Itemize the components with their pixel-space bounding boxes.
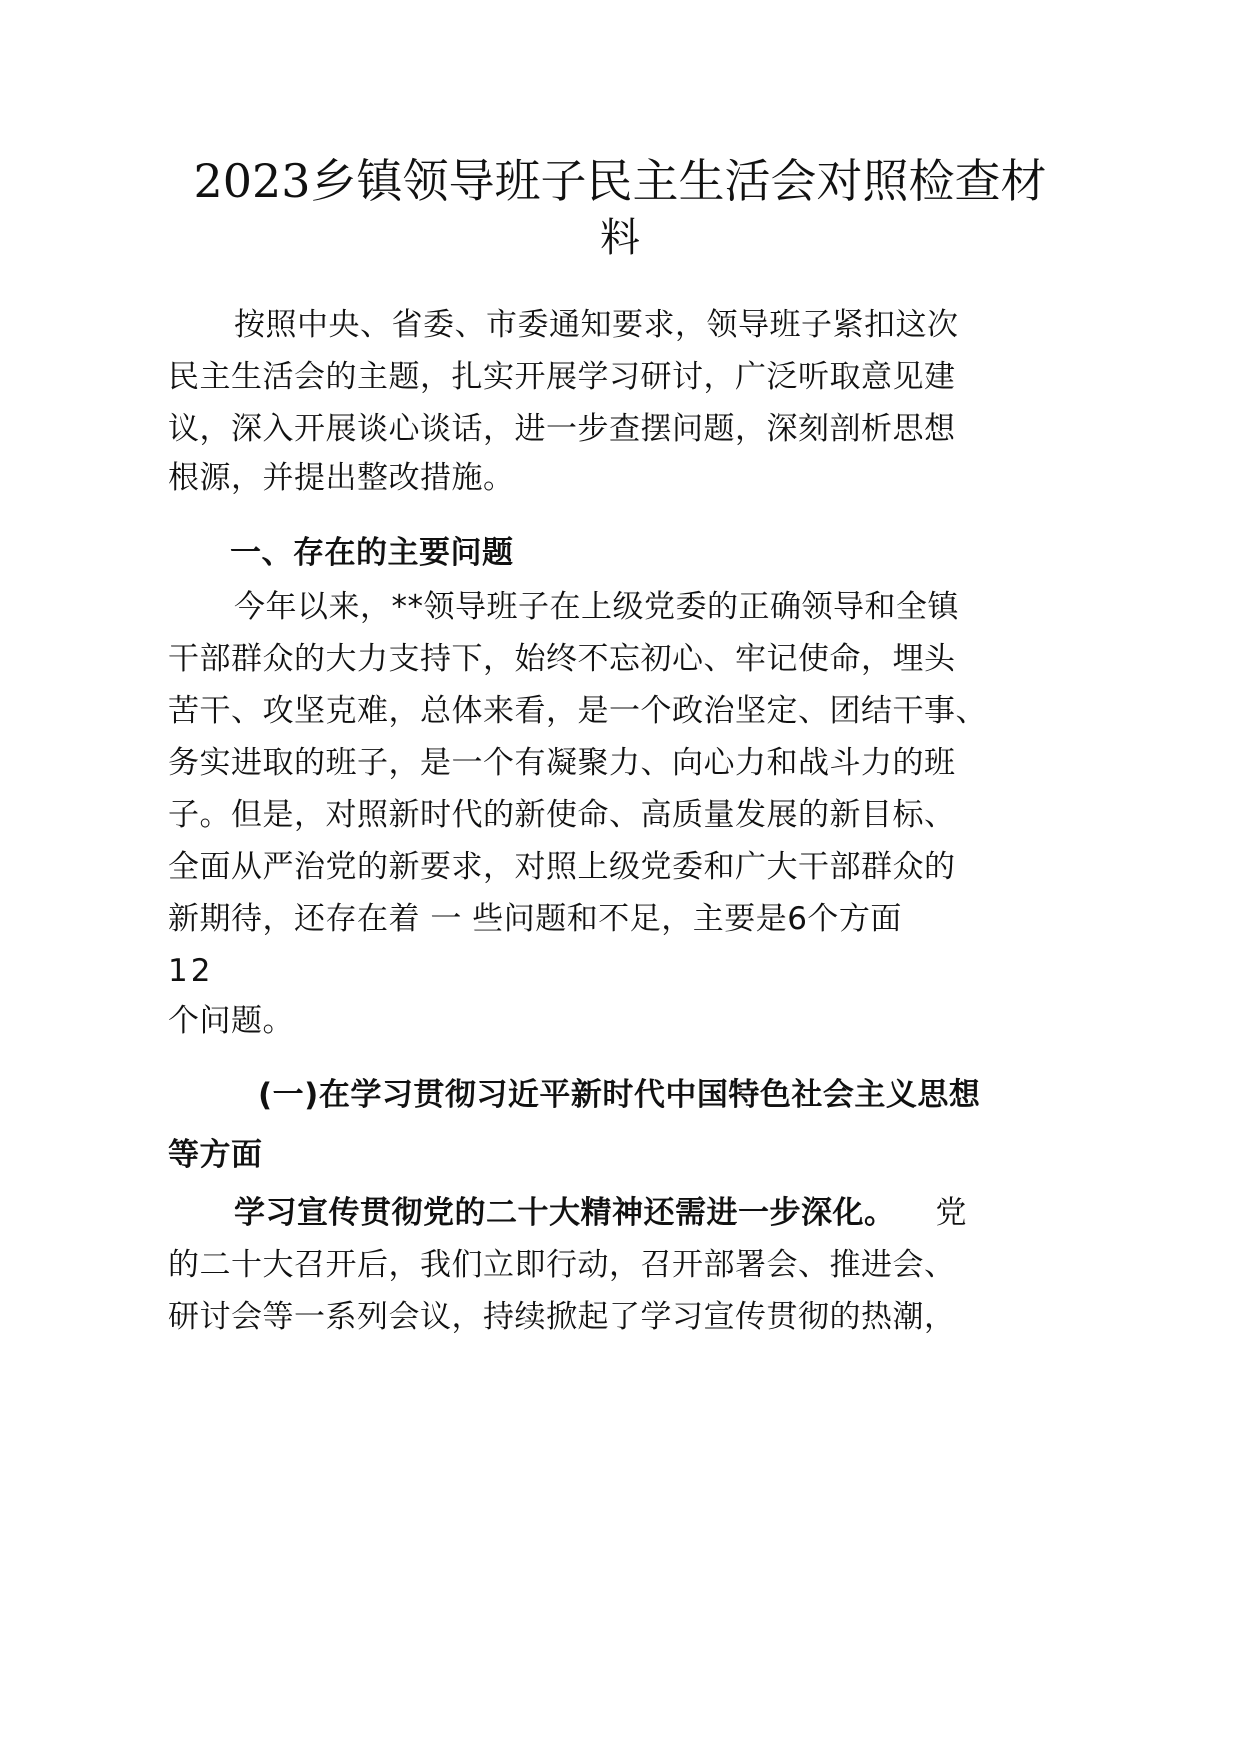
subsection-heading-continued: 等方面 [168, 1137, 263, 1173]
body-line: 干部群众的大力支持下，始终不忘初心、牢记使命，埋头 [168, 641, 956, 677]
body-line: 研讨会等一系列会议，持续掀起了学习宣传贯彻的热潮， [168, 1299, 956, 1335]
subsection-heading: (一)在学习贯彻习近平新时代中国特色社会主义思想 [258, 1077, 981, 1113]
body-line: 务实进取的班子，是一个有凝聚力、向心力和战斗力的班 [168, 745, 956, 781]
intro-line: 民主生活会的主题，扎实开展学习研讨，广泛听取意见建 [168, 359, 956, 395]
document-title-line1: 2023乡镇领导班子民主生活会对照检查材 [193, 154, 1047, 208]
section-heading: 一、存在的主要问题 [230, 535, 514, 571]
intro-line: 根源，并提出整改措施。 [168, 460, 515, 496]
body-line: 12 [168, 953, 214, 989]
body-line: 的二十大召开后，我们立即行动，召开部署会、推进会、 [168, 1247, 956, 1283]
subsection-lead [234, 1195, 967, 1231]
body-line: 全面从严治党的新要求，对照上级党委和广大干部群众的 [168, 849, 956, 885]
subsection-lead-rest: 党 [935, 1195, 967, 1231]
intro-line: 议，深入开展谈心谈话，进一步查摆问题，深刻剖析思想 [168, 411, 956, 447]
body-line: 今年以来，**领导班子在上级党委的正确领导和全镇 [234, 589, 959, 625]
subsection-lead-bold: 学习宣传贯彻党的二十大精神还需进一步深化。 [234, 1195, 896, 1231]
document-title-line2: 料 [600, 215, 640, 261]
intro-line: 按照中央、省委、市委通知要求，领导班子紧扣这次 [234, 307, 959, 343]
body-line: 个问题。 [168, 1003, 294, 1039]
body-line: 苦干、攻坚克难，总体来看，是一个政治坚定、团结干事、 [168, 693, 987, 729]
body-line: 新期待，还存在着 一 些问题和不足，主要是6个方面 [168, 901, 902, 937]
body-line: 子。但是，对照新时代的新使命、高质量发展的新目标、 [168, 797, 956, 833]
